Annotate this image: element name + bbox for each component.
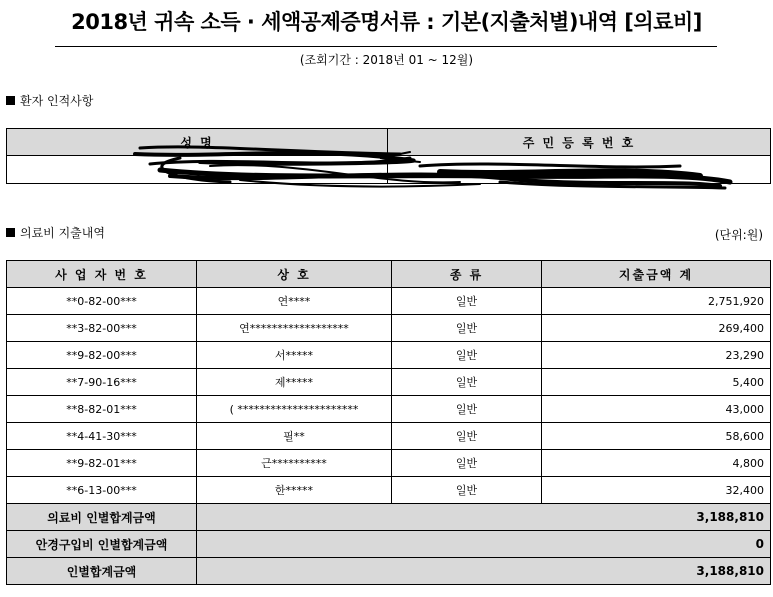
bullet-square-icon (6, 96, 15, 105)
type-cell: 일반 (392, 369, 542, 396)
business-name-cell: 서***** (197, 342, 392, 369)
total-amount: 3,188,810 (197, 504, 771, 531)
expense-section-heading (6, 224, 105, 241)
table-row (7, 396, 771, 423)
total-label: 안경구입비 인별합계금액 (7, 531, 197, 558)
unit-label: (단위:원) (714, 228, 763, 242)
amount-column-header: 지출금액 계 (542, 261, 771, 288)
table-row (7, 423, 771, 450)
amount-cell: 5,400 (542, 369, 771, 396)
amount-cell: 4,800 (542, 450, 771, 477)
expense-section-label: 의료비 지출내역 (20, 226, 105, 240)
query-period: (조회기간 : 2018년 01 ~ 12월) (299, 53, 474, 67)
bullet-square-icon (6, 228, 15, 237)
amount-cell: 269,400 (542, 315, 771, 342)
business-name-cell: ( ********************** (197, 396, 392, 423)
type-column-header: 종 류 (392, 261, 542, 288)
business-name-cell: 제***** (197, 369, 392, 396)
business-name-cell: 필** (197, 423, 392, 450)
business-name-cell: 한***** (197, 477, 392, 504)
type-cell: 일반 (392, 450, 542, 477)
patient-section-heading (6, 92, 93, 109)
table-row (7, 342, 771, 369)
glasses-total-row (7, 531, 771, 558)
amount-cell: 23,290 (542, 342, 771, 369)
amount-cell: 58,600 (542, 423, 771, 450)
bizno-cell: **9-82-01*** (7, 450, 197, 477)
medical-total-row (7, 504, 771, 531)
total-amount: 3,188,810 (197, 558, 771, 585)
bizno-cell: **0-82-00*** (7, 288, 197, 315)
type-cell: 일반 (392, 315, 542, 342)
redaction-scribble (80, 136, 740, 196)
bizno-cell: **9-82-00*** (7, 342, 197, 369)
amount-cell: 2,751,920 (542, 288, 771, 315)
title-underline (55, 46, 717, 47)
total-amount: 0 (197, 531, 771, 558)
bizno-cell: **4-41-30*** (7, 423, 197, 450)
expense-header-row (7, 261, 771, 288)
type-cell: 일반 (392, 342, 542, 369)
business-name-cell: 연**** (197, 288, 392, 315)
business-name-cell: 연****************** (197, 315, 392, 342)
business-name-column-header: 상 호 (197, 261, 392, 288)
type-cell: 일반 (392, 477, 542, 504)
bizno-cell: **8-82-01*** (7, 396, 197, 423)
expense-table (6, 260, 771, 585)
total-label: 인별합계금액 (7, 558, 197, 585)
bizno-column-header: 사 업 자 번 호 (7, 261, 197, 288)
table-row (7, 477, 771, 504)
bizno-cell: **3-82-00*** (7, 315, 197, 342)
total-label: 의료비 인별합계금액 (7, 504, 197, 531)
amount-cell: 32,400 (542, 477, 771, 504)
grand-total-row (7, 558, 771, 585)
id-column-header: 주 민 등 록 번 호 (388, 129, 771, 156)
bizno-cell: **6-13-00*** (7, 477, 197, 504)
table-row (7, 369, 771, 396)
name-column-header: 성 명 (7, 129, 388, 156)
bizno-cell: **7-90-16*** (7, 369, 197, 396)
table-row (7, 288, 771, 315)
table-row (7, 450, 771, 477)
type-cell: 일반 (392, 396, 542, 423)
business-name-cell: 근********** (197, 450, 392, 477)
type-cell: 일반 (392, 423, 542, 450)
amount-cell: 43,000 (542, 396, 771, 423)
patient-section-label: 환자 인적사항 (20, 94, 94, 108)
document-title: 2018년 귀속 소득 · 세액공제증명서류 : 기본(지출처별)내역 [의료비] (71, 10, 702, 34)
table-row (7, 315, 771, 342)
type-cell: 일반 (392, 288, 542, 315)
